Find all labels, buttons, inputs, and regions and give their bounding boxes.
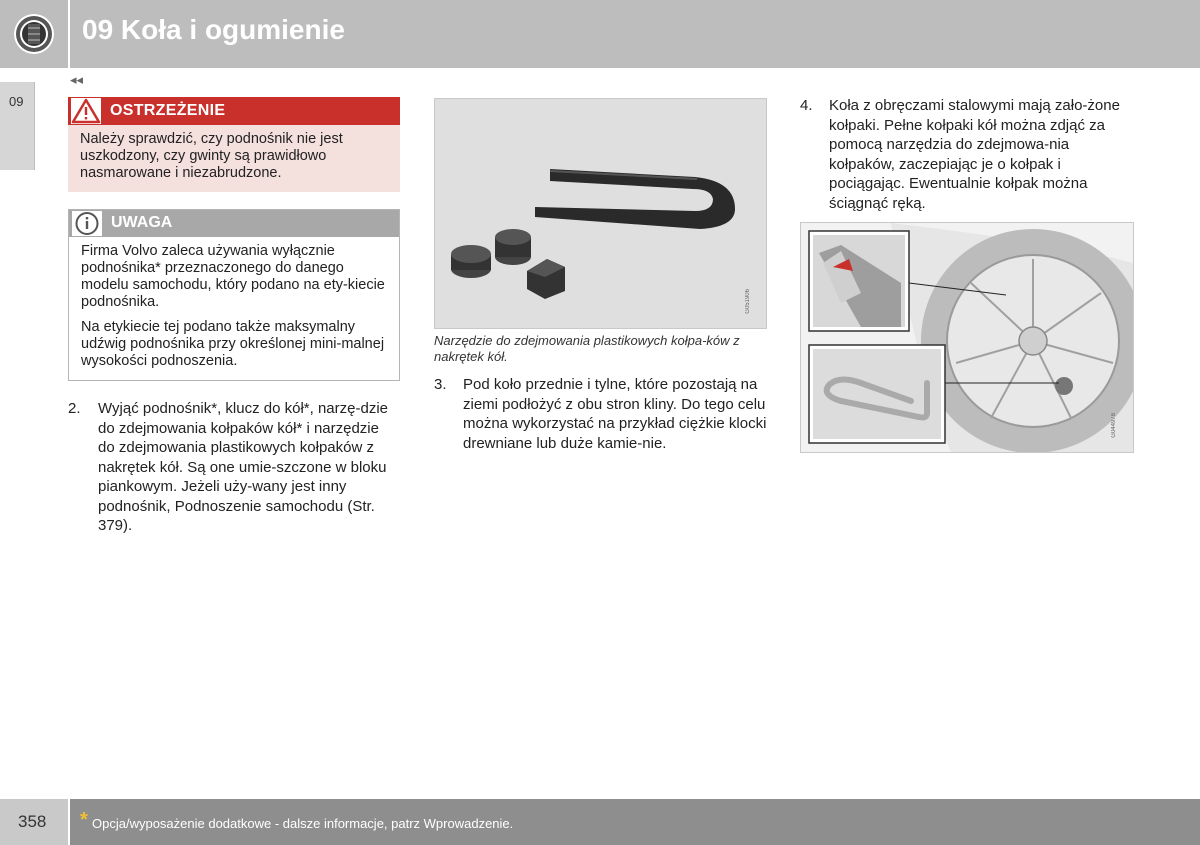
nut-cap-3	[527, 259, 565, 299]
note-title: UWAGA	[111, 214, 173, 231]
wheel-cover-illustration	[801, 223, 1133, 452]
warning-title: OSTRZEŻENIE	[110, 102, 226, 119]
header-icon-box	[0, 0, 68, 68]
step-number: 2.	[68, 400, 81, 417]
footer-note: Opcja/wyposażenie dodatkowe - dalsze informacje, patrz Wprowadzenie.	[92, 816, 514, 831]
note-body	[69, 237, 399, 370]
warning-box	[68, 97, 400, 192]
figure-wheel-cover	[800, 222, 1134, 453]
warning-text: Należy sprawdzić, czy podnośnik nie jest uszkodzony, czy gwinty są prawidłowo nasmarowane i niezabrudzone.	[80, 131, 343, 181]
chapter-number: 09	[9, 94, 24, 109]
header-separator	[68, 0, 70, 68]
nut-cap-1	[451, 245, 491, 278]
step-text: Pod koło przednie i tylne, które pozostają na ziemi podłożyć z obu stron kliny. Do tego celu można wykorzystać na przykład ciężkie klocki drewniane lub duże kamie-nie.	[463, 376, 767, 452]
figure-code: G051906	[745, 289, 751, 314]
page-title: 09 Koła i ogumienie	[82, 14, 345, 45]
note-paragraph: Na etykiecie tej podano także maksymalny udźwig podnośnika przy określonej mini-malnej wysokości podnoszenia.	[81, 319, 385, 369]
warning-triangle-icon	[71, 98, 101, 124]
step-text: Koła z obręczami stalowymi mają zało-żone kołpaki. Pełne kołpaki kół można zdjąć za pomocą narzędzia do zdejmowa-nia kołpaków, zaczepiając je o kołpak i pociągając. Ewentualnie kołpak można ściągnąć ręką.	[829, 97, 1120, 212]
note-header	[69, 210, 399, 237]
chapter-tab	[0, 82, 35, 170]
cap-removal-tool-illustration	[435, 99, 766, 328]
figure-caption: Narzędzie do zdejmowania plastikowych kołpa-ków z nakrętek kół.	[434, 333, 740, 364]
note-box	[68, 209, 400, 381]
step-number: 3.	[434, 376, 447, 393]
page-number: 358	[18, 812, 47, 831]
info-icon	[72, 211, 102, 236]
step-number: 4.	[800, 97, 813, 114]
warning-header	[68, 97, 400, 125]
info-icon-holder	[72, 211, 102, 236]
figure-code: G044978	[1111, 413, 1117, 438]
warning-icon-holder	[71, 98, 101, 124]
footer-bar	[70, 799, 1200, 845]
step-text: Wyjąć podnośnik*, klucz do kół*, narzę-dzie do zdejmowania kołpaków kół* i narzędzie do zdejmowania plastikowych kołpaków z nakrętek kół. Są one umie-szczone w bloku piankowym. Jeżeli uży-wany jest inny podnośnik, Podnoszenie samochodu (Str. 379).	[98, 400, 389, 534]
previous-page-marker: ◂◂	[70, 72, 84, 87]
page-number-box	[0, 799, 68, 845]
tire-icon	[0, 0, 68, 68]
figure-cap-tool	[434, 98, 767, 329]
footer-star: *	[80, 809, 88, 831]
note-paragraph: Firma Volvo zaleca używania wyłącznie podnośnika* przeznaczonego do danego modelu samochodu, który podano na ety-kiecie podnośnika.	[81, 243, 385, 310]
nut-cap-2	[495, 229, 531, 265]
